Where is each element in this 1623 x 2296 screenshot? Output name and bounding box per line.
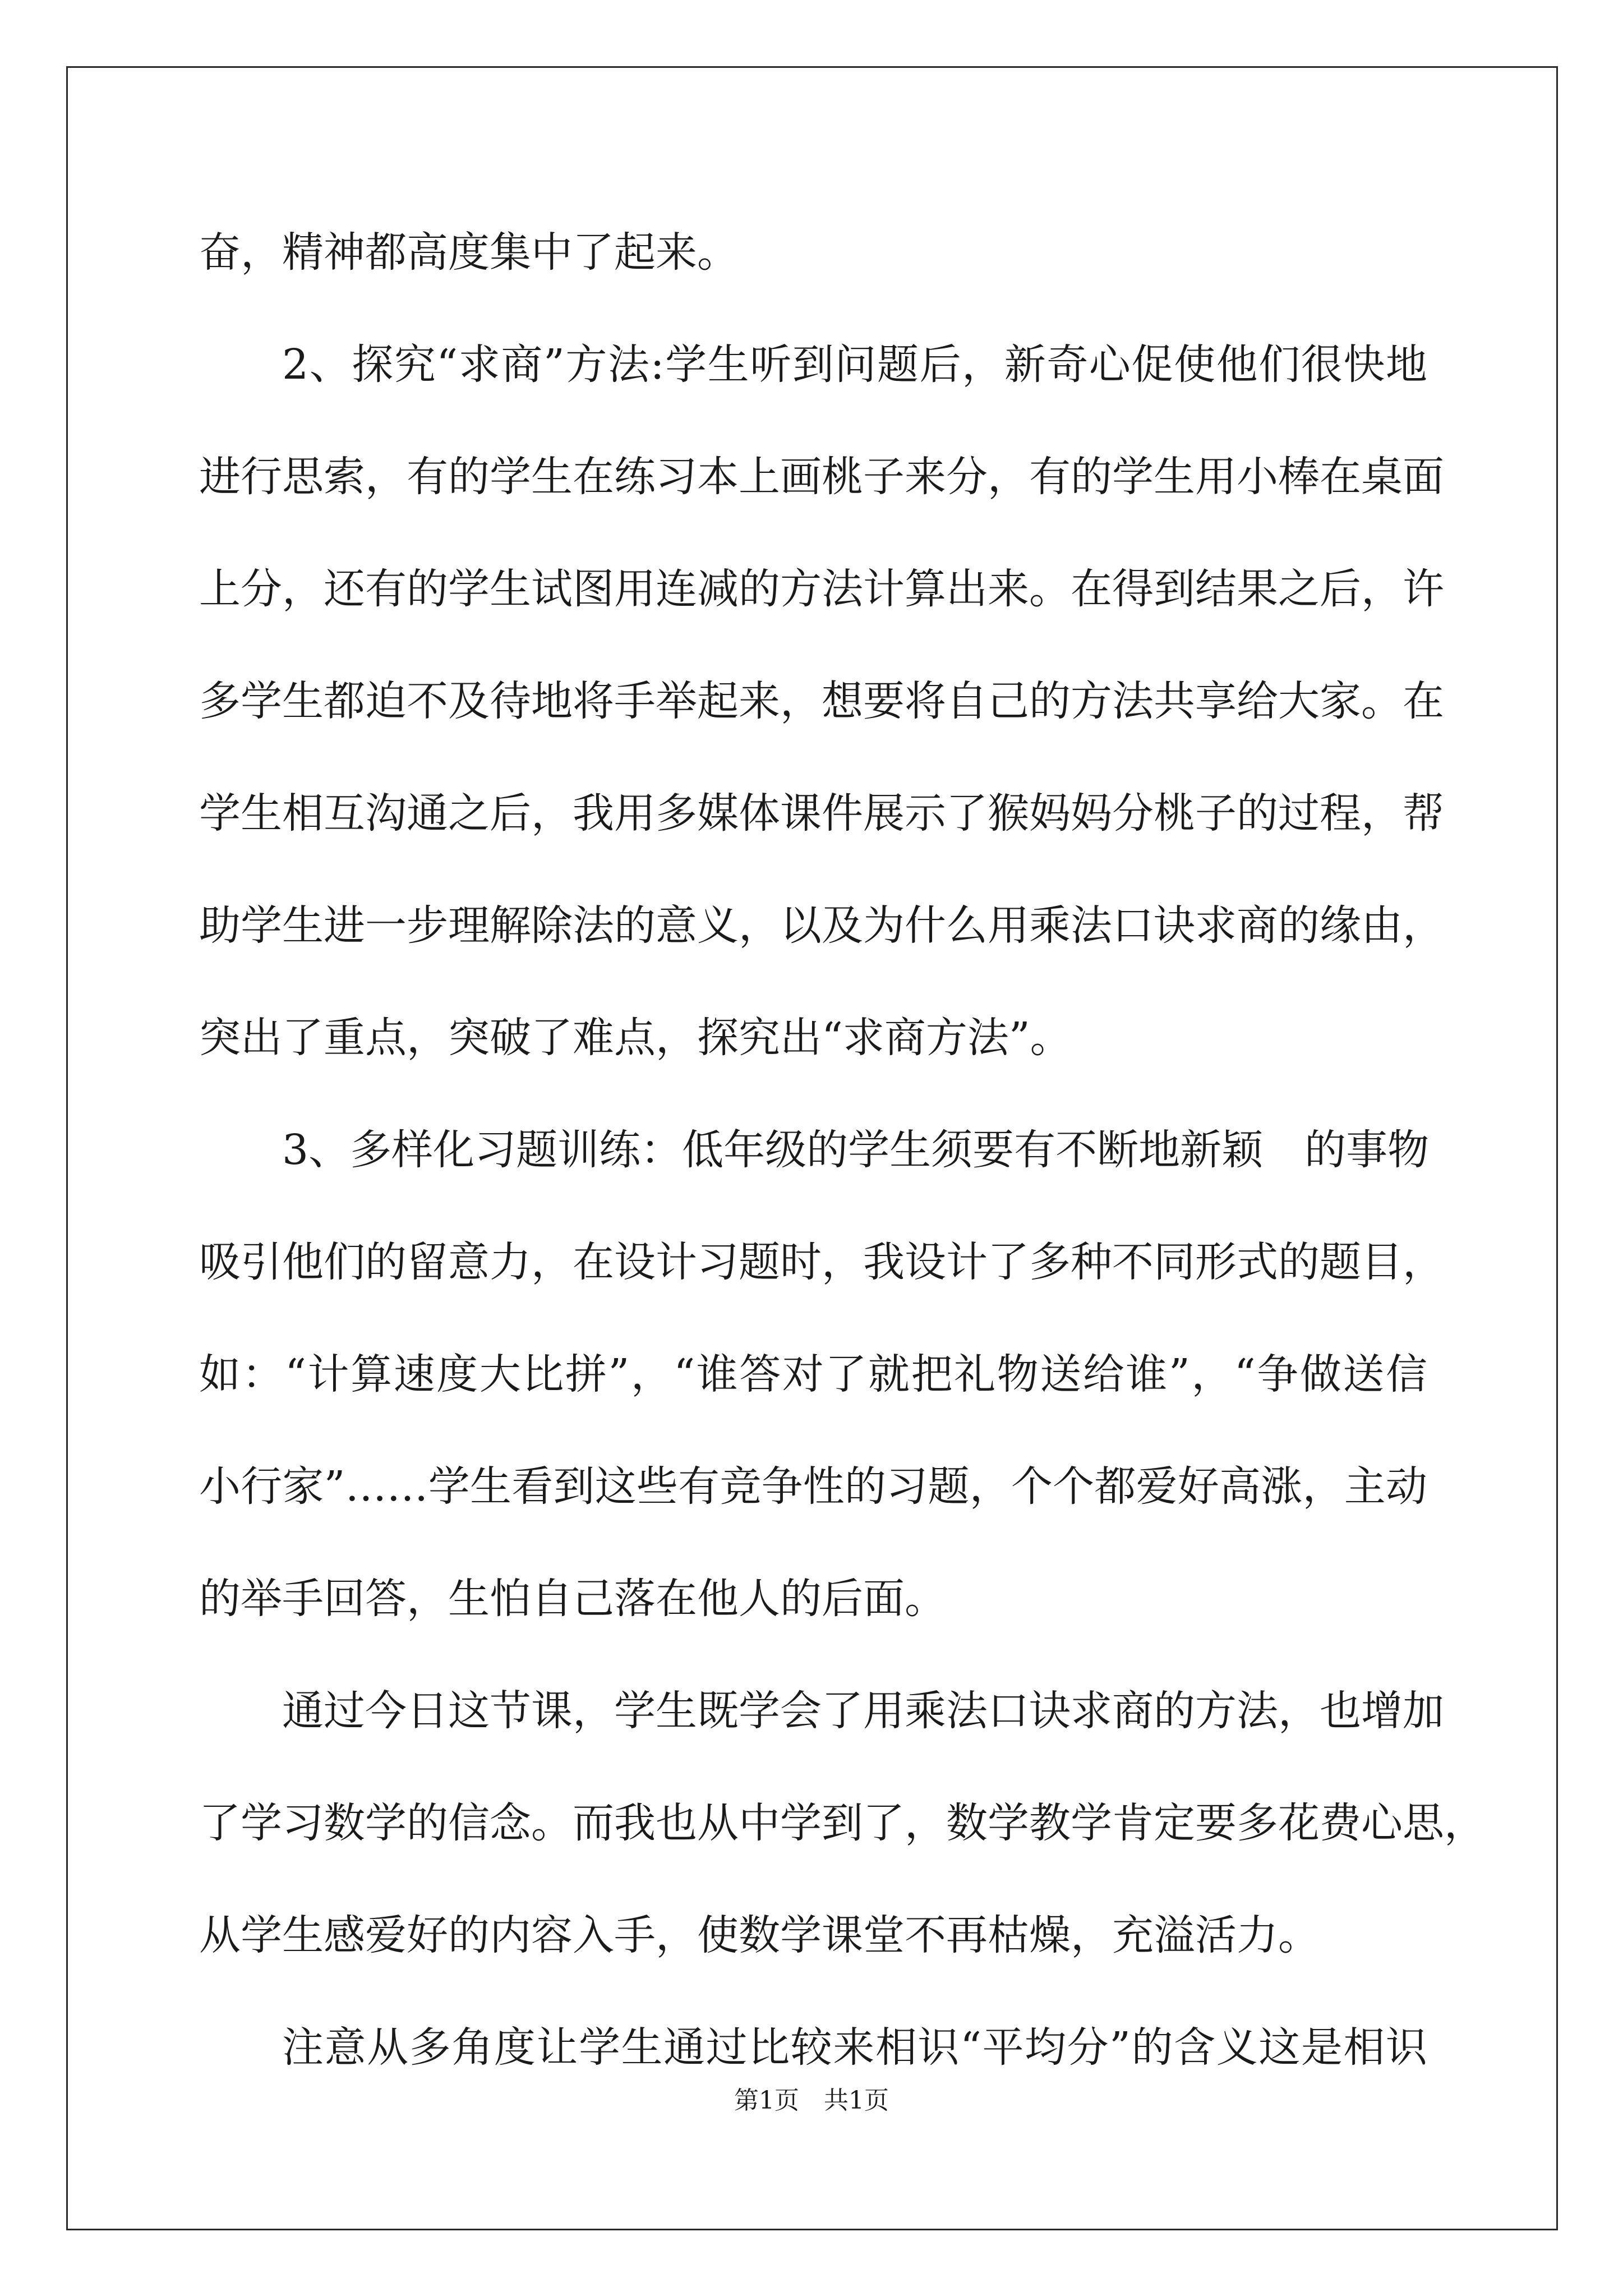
text-line: 进行思索，有的学生在练习本上画桃子来分，有的学生用小棒在桌面: [199, 453, 1444, 501]
text-line: 了学习数学的信念。而我也从中学到了，数学教学肯定要多花费心思，: [199, 1799, 1486, 1847]
text-line: 从学生感爱好的内容入手，使数学课堂不再枯燥，充溢活力。: [199, 1911, 1320, 1959]
text-line: 注意从多角度让学生通过比较来相识“平均分”的含义这是相识: [282, 2023, 1427, 2072]
text-line: 的举手回答，生怕自己落在他人的后面。: [199, 1575, 946, 1623]
text-line: 学生相互沟通之后，我用多媒体课件展示了猴妈妈分桃子的过程，帮: [199, 789, 1444, 838]
document-body: [199, 219, 1486, 2126]
text-line: 突出了重点，突破了难点，探究出“求商方法”。: [199, 1014, 1072, 1062]
text-line: 小行家”……学生看到这些有竞争性的习题，个个都爱好高涨，主动: [199, 1462, 1427, 1511]
text-line: 2、探究“求商”方法:学生听到问题后，新奇心促使他们很快地: [282, 341, 1427, 389]
page-footer: 第1页 共1页: [734, 2086, 889, 2115]
text-line: 吸引他们的留意力，在设计习题时，我设计了多种不同形式的题目，: [199, 1238, 1444, 1286]
text-line: 多学生都迫不及待地将手举起来，想要将自己的方法共享给大家。在: [199, 677, 1444, 725]
text-line: 通过今日这节课，学生既学会了用乘法口诀求商的方法，也增加: [282, 1687, 1444, 1735]
text-line: 奋，精神都高度集中了起来。: [199, 228, 739, 277]
text-line: 3、多样化习题训练：低年级的学生须要有不断地新颖 的事物: [282, 1126, 1430, 1174]
text-line: 如：“计算速度大比拼”，“谁答对了就把礼物送给谁”，“争做送信: [199, 1350, 1427, 1398]
text-line: 上分，还有的学生试图用连减的方法计算出来。在得到结果之后，许: [199, 565, 1444, 613]
text-line: 助学生进一步理解除法的意义，以及为什么用乘法口诀求商的缘由，: [199, 901, 1444, 950]
